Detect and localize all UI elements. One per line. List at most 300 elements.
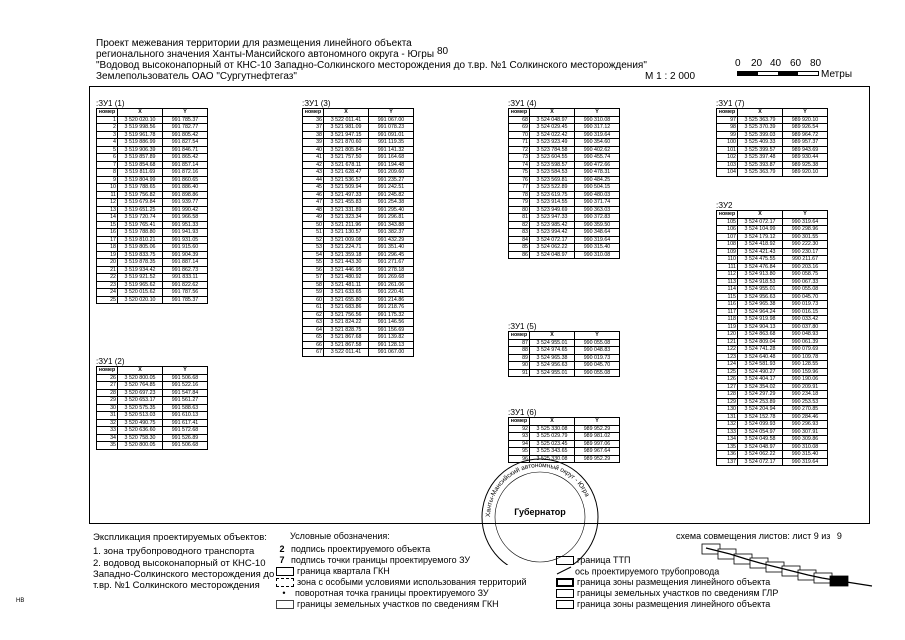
table-row bbox=[509, 433, 620, 441]
table-row bbox=[509, 199, 620, 207]
table-row bbox=[717, 263, 828, 271]
point-number: 84 bbox=[509, 236, 530, 244]
x-coordinate: 3 524 809.04 bbox=[738, 338, 783, 346]
x-coordinate: 3 524 029.45 bbox=[530, 124, 575, 132]
legend-row-point-label bbox=[276, 555, 470, 566]
legend-row-object-label bbox=[276, 544, 430, 555]
point-number: 40 bbox=[303, 146, 324, 154]
x-coordinate: 3 519 854.68 bbox=[118, 161, 163, 169]
x-coordinate: 3 520 800.05 bbox=[118, 442, 163, 450]
table-title: :ЗУ1 (5) bbox=[508, 322, 537, 331]
point-number: 28 bbox=[97, 389, 118, 397]
table-title: :ЗУ2 bbox=[716, 201, 733, 210]
point-number: 103 bbox=[717, 161, 738, 169]
coordinates-table bbox=[716, 108, 828, 177]
legend-title: Условные обозначения: bbox=[290, 531, 390, 541]
point-number: 64 bbox=[303, 326, 324, 334]
point-number: 54 bbox=[303, 251, 324, 259]
x-coordinate: 3 525 023.45 bbox=[530, 440, 575, 448]
y-coordinate: 991 296.45 bbox=[369, 251, 414, 259]
point-number: 8 bbox=[97, 169, 118, 177]
y-coordinate: 991 939.77 bbox=[163, 199, 208, 207]
table-row bbox=[303, 266, 414, 274]
point-number: 12 bbox=[97, 199, 118, 207]
point-number: 96 bbox=[509, 455, 530, 463]
y-coordinate: 990 234.18 bbox=[783, 391, 828, 399]
y-coordinate: 990 253.53 bbox=[783, 398, 828, 406]
x-coordinate: 3 524 956.63 bbox=[738, 293, 783, 301]
coordinates-table bbox=[96, 366, 208, 450]
point-number: 82 bbox=[509, 221, 530, 229]
x-coordinate: 3 524 863.68 bbox=[738, 331, 783, 339]
y-coordinate: 991 091.01 bbox=[369, 131, 414, 139]
legend-label: ось проектируемого трубопровода bbox=[575, 566, 720, 577]
table-row bbox=[303, 116, 414, 124]
table-row bbox=[717, 278, 828, 286]
point-number: 104 bbox=[717, 169, 738, 177]
col-header-x: X bbox=[738, 109, 783, 117]
y-coordinate: 990 203.16 bbox=[783, 263, 828, 271]
x-coordinate: 3 519 756.82 bbox=[118, 191, 163, 199]
point-number: 23 bbox=[97, 281, 118, 289]
point-number: 66 bbox=[303, 341, 324, 349]
y-coordinate: 991 432.29 bbox=[369, 236, 414, 244]
legend-row-linear-zone-2 bbox=[556, 599, 770, 610]
point-number: 50 bbox=[303, 221, 324, 229]
table-row bbox=[97, 221, 208, 229]
x-coordinate: 3 520 758.30 bbox=[118, 434, 163, 442]
point-number: 72 bbox=[509, 146, 530, 154]
table-row bbox=[97, 412, 208, 420]
x-coordinate: 3 521 481.11 bbox=[324, 281, 369, 289]
x-coordinate: 3 521 870.60 bbox=[324, 139, 369, 147]
x-coordinate: 3 520 575.35 bbox=[118, 404, 163, 412]
x-coordinate: 3 519 906.39 bbox=[118, 146, 163, 154]
table-row bbox=[303, 139, 414, 147]
table-row bbox=[303, 281, 414, 289]
table-header-row bbox=[509, 418, 620, 426]
table-row bbox=[303, 289, 414, 297]
legend-ttp-boundary-icon bbox=[556, 556, 574, 565]
legend-label: зона с особыми условиями использования территорий bbox=[297, 577, 527, 587]
x-coordinate: 3 519 857.89 bbox=[118, 154, 163, 162]
point-number: 118 bbox=[717, 316, 738, 324]
point-number: 67 bbox=[303, 349, 324, 357]
point-number: 56 bbox=[303, 266, 324, 274]
y-coordinate: 990 045.70 bbox=[575, 362, 620, 370]
col-header-y: Y bbox=[163, 109, 208, 117]
point-number: 112 bbox=[717, 271, 738, 279]
table-title: :ЗУ1 (1) bbox=[96, 99, 125, 108]
table-row bbox=[97, 274, 208, 282]
table-row bbox=[303, 296, 414, 304]
point-number: 92 bbox=[509, 425, 530, 433]
point-number: 46 bbox=[303, 191, 324, 199]
point-number: 55 bbox=[303, 259, 324, 267]
table-row bbox=[717, 421, 828, 429]
table-row bbox=[509, 161, 620, 169]
scale-bar bbox=[735, 58, 853, 84]
point-number: 47 bbox=[303, 199, 324, 207]
point-number: 61 bbox=[303, 304, 324, 312]
point-number: 26 bbox=[97, 374, 118, 382]
y-coordinate: 990 359.50 bbox=[575, 221, 620, 229]
col-header-number: номер bbox=[717, 109, 738, 117]
y-coordinate: 991 351.40 bbox=[369, 244, 414, 252]
y-coordinate: 990 128.55 bbox=[783, 361, 828, 369]
x-coordinate: 3 520 653.17 bbox=[118, 397, 163, 405]
y-coordinate: 991 787.56 bbox=[163, 289, 208, 297]
y-coordinate: 991 146.56 bbox=[369, 319, 414, 327]
col-header-number: номер bbox=[97, 367, 118, 375]
y-coordinate: 991 588.63 bbox=[163, 404, 208, 412]
table-row bbox=[303, 244, 414, 252]
point-number: 114 bbox=[717, 286, 738, 294]
point-number: 86 bbox=[509, 251, 530, 259]
y-coordinate: 991 990.42 bbox=[163, 206, 208, 214]
table-row bbox=[509, 362, 620, 370]
y-coordinate: 991 915.60 bbox=[163, 244, 208, 252]
point-number: 59 bbox=[303, 289, 324, 297]
x-coordinate: 3 521 009.08 bbox=[324, 236, 369, 244]
x-coordinate: 3 524 955.01 bbox=[530, 339, 575, 347]
col-header-x: X bbox=[738, 211, 783, 219]
table-row bbox=[97, 146, 208, 154]
x-coordinate: 3 519 998.56 bbox=[118, 124, 163, 132]
y-coordinate: 990 319.64 bbox=[783, 458, 828, 466]
table-row bbox=[717, 293, 828, 301]
x-coordinate: 3 519 651.25 bbox=[118, 206, 163, 214]
y-coordinate: 991 194.48 bbox=[369, 161, 414, 169]
x-coordinate: 3 525 330.08 bbox=[530, 455, 575, 463]
table-row bbox=[97, 266, 208, 274]
table-row bbox=[97, 404, 208, 412]
point-number: 116 bbox=[717, 301, 738, 309]
y-coordinate: 991 128.13 bbox=[369, 341, 414, 349]
table-row bbox=[717, 286, 828, 294]
table-zu1-5 bbox=[508, 322, 620, 377]
y-coordinate: 990 033.42 bbox=[783, 316, 828, 324]
point-number: 121 bbox=[717, 338, 738, 346]
x-coordinate: 3 520 490.75 bbox=[118, 419, 163, 427]
table-row bbox=[303, 176, 414, 184]
point-number: 4 bbox=[97, 139, 118, 147]
point-number: 3 bbox=[97, 131, 118, 139]
x-coordinate: 3 521 867.68 bbox=[324, 334, 369, 342]
point-number: 39 bbox=[303, 139, 324, 147]
table-row bbox=[509, 191, 620, 199]
y-coordinate: 990 284.46 bbox=[783, 413, 828, 421]
table-row bbox=[303, 124, 414, 132]
table-row bbox=[717, 154, 828, 162]
x-coordinate: 3 521 359.18 bbox=[324, 251, 369, 259]
y-coordinate: 991 805.42 bbox=[163, 131, 208, 139]
x-coordinate: 3 525 399.03 bbox=[738, 131, 783, 139]
y-coordinate: 990 109.78 bbox=[783, 353, 828, 361]
y-coordinate: 991 833.11 bbox=[163, 274, 208, 282]
table-row bbox=[509, 339, 620, 347]
col-header-y: Y bbox=[575, 418, 620, 426]
x-coordinate: 3 519 886.99 bbox=[118, 139, 163, 147]
table-row bbox=[717, 451, 828, 459]
x-coordinate: 3 524 490.27 bbox=[738, 368, 783, 376]
table-row bbox=[717, 353, 828, 361]
table-row bbox=[717, 331, 828, 339]
y-coordinate: 991 887.14 bbox=[163, 259, 208, 267]
x-coordinate: 3 521 628.47 bbox=[324, 169, 369, 177]
y-coordinate: 991 164.68 bbox=[369, 154, 414, 162]
y-coordinate: 990 354.60 bbox=[575, 139, 620, 147]
point-number: 27 bbox=[97, 382, 118, 390]
table-row bbox=[97, 419, 208, 427]
point-number: 11 bbox=[97, 191, 118, 199]
table-title: :ЗУ1 (3) bbox=[302, 99, 331, 108]
table-row bbox=[97, 251, 208, 259]
x-coordinate: 3 519 765.41 bbox=[118, 221, 163, 229]
x-coordinate: 3 520 020.10 bbox=[118, 296, 163, 304]
y-coordinate: 989 943.69 bbox=[783, 146, 828, 154]
table-row bbox=[717, 131, 828, 139]
table-row bbox=[303, 236, 414, 244]
x-coordinate: 3 524 918.53 bbox=[738, 278, 783, 286]
y-coordinate: 991 941.93 bbox=[163, 229, 208, 237]
point-number: 83 bbox=[509, 229, 530, 237]
y-coordinate: 991 951.33 bbox=[163, 221, 208, 229]
sheet-scheme-total: 9 bbox=[836, 531, 842, 541]
point-number: 101 bbox=[717, 146, 738, 154]
y-coordinate: 991 572.68 bbox=[163, 427, 208, 435]
table-row bbox=[303, 349, 414, 357]
table-zu1-4 bbox=[508, 99, 620, 259]
table-row bbox=[717, 241, 828, 249]
y-coordinate: 990 315.40 bbox=[783, 451, 828, 459]
col-header-y: Y bbox=[369, 109, 414, 117]
point-number: 2 bbox=[97, 124, 118, 132]
y-coordinate: 991 966.58 bbox=[163, 214, 208, 222]
table-row bbox=[509, 347, 620, 355]
point-number: 117 bbox=[717, 308, 738, 316]
legend-label: границы земельных участков по сведениям ГЛР bbox=[577, 588, 779, 598]
y-coordinate: 991 271.67 bbox=[369, 259, 414, 267]
point-number: 110 bbox=[717, 256, 738, 264]
x-coordinate: 3 525 029.79 bbox=[530, 433, 575, 441]
y-coordinate: 989 997.06 bbox=[575, 440, 620, 448]
point-number: 14 bbox=[97, 214, 118, 222]
scale-tick-40: 40 bbox=[770, 58, 782, 69]
table-zu1-2 bbox=[96, 357, 208, 450]
y-coordinate: 991 067.00 bbox=[369, 116, 414, 124]
table-title: :ЗУ1 (7) bbox=[716, 99, 745, 108]
point-number: 98 bbox=[717, 124, 738, 132]
point-number: 111 bbox=[717, 263, 738, 271]
x-coordinate: 3 521 824.22 bbox=[324, 319, 369, 327]
x-coordinate: 3 520 015.62 bbox=[118, 289, 163, 297]
y-coordinate: 990 298.96 bbox=[783, 226, 828, 234]
y-coordinate: 990 371.74 bbox=[575, 199, 620, 207]
y-coordinate: 990 159.96 bbox=[783, 368, 828, 376]
legend-row-gkn-parcels bbox=[276, 599, 499, 610]
point-number: 31 bbox=[97, 412, 118, 420]
y-coordinate: 990 019.73 bbox=[575, 354, 620, 362]
x-coordinate: 3 524 072.17 bbox=[738, 458, 783, 466]
col-header-number: номер bbox=[97, 109, 118, 117]
y-coordinate: 990 372.83 bbox=[575, 214, 620, 222]
y-coordinate: 991 846.71 bbox=[163, 146, 208, 154]
x-coordinate: 3 523 598.57 bbox=[530, 161, 575, 169]
table-header-row bbox=[509, 109, 620, 117]
table-row bbox=[509, 184, 620, 192]
col-header-number: номер bbox=[303, 109, 324, 117]
y-coordinate: 991 343.88 bbox=[369, 221, 414, 229]
x-coordinate: 3 524 048.97 bbox=[530, 116, 575, 124]
point-number: 70 bbox=[509, 131, 530, 139]
point-number: 17 bbox=[97, 236, 118, 244]
x-coordinate: 3 525 399.57 bbox=[738, 146, 783, 154]
table-row bbox=[303, 259, 414, 267]
y-coordinate: 990 067.33 bbox=[783, 278, 828, 286]
x-coordinate: 3 525 330.08 bbox=[530, 425, 575, 433]
table-row bbox=[509, 251, 620, 259]
footer-mark: НВ bbox=[16, 598, 25, 604]
x-coordinate: 3 521 683.86 bbox=[324, 304, 369, 312]
point-number: 137 bbox=[717, 458, 738, 466]
point-number: 22 bbox=[97, 274, 118, 282]
y-coordinate: 991 898.86 bbox=[163, 191, 208, 199]
table-row bbox=[303, 131, 414, 139]
table-row bbox=[509, 354, 620, 362]
point-number: 128 bbox=[717, 391, 738, 399]
table-row bbox=[97, 176, 208, 184]
x-coordinate: 3 520 020.10 bbox=[118, 116, 163, 124]
point-number: 13 bbox=[97, 206, 118, 214]
point-number: 106 bbox=[717, 226, 738, 234]
table-row bbox=[97, 244, 208, 252]
point-number: 51 bbox=[303, 229, 324, 237]
x-coordinate: 3 521 480.92 bbox=[324, 274, 369, 282]
table-row bbox=[303, 146, 414, 154]
table-row bbox=[303, 206, 414, 214]
table-row bbox=[717, 338, 828, 346]
legend-label: подпись точки границы проектируемого ЗУ bbox=[291, 555, 471, 565]
x-coordinate: 3 523 784.58 bbox=[530, 146, 575, 154]
x-coordinate: 3 519 679.84 bbox=[118, 199, 163, 207]
point-number: 10 bbox=[97, 184, 118, 192]
y-coordinate: 991 245.82 bbox=[369, 191, 414, 199]
y-coordinate: 991 382.37 bbox=[369, 229, 414, 237]
point-number: 127 bbox=[717, 383, 738, 391]
page-number: 80 bbox=[437, 46, 449, 57]
x-coordinate: 3 524 179.12 bbox=[738, 233, 783, 241]
x-coordinate: 3 521 130.57 bbox=[324, 229, 369, 237]
explication-title: Экспликация проектируемых объектов: bbox=[93, 532, 267, 543]
y-coordinate: 990 209.91 bbox=[783, 383, 828, 391]
col-header-y: Y bbox=[163, 367, 208, 375]
x-coordinate: 3 521 446.95 bbox=[324, 266, 369, 274]
y-coordinate: 989 957.37 bbox=[783, 139, 828, 147]
y-coordinate: 990 455.74 bbox=[575, 154, 620, 162]
x-coordinate: 3 520 764.85 bbox=[118, 382, 163, 390]
point-number: 5 bbox=[97, 146, 118, 154]
y-coordinate: 991 269.68 bbox=[369, 274, 414, 282]
point-number: 30 bbox=[97, 404, 118, 412]
x-coordinate: 3 522 011.41 bbox=[324, 116, 369, 124]
table-row bbox=[717, 301, 828, 309]
x-coordinate: 3 519 788.65 bbox=[118, 184, 163, 192]
y-coordinate: 991 547.84 bbox=[163, 389, 208, 397]
y-coordinate: 990 230.17 bbox=[783, 248, 828, 256]
coordinates-table bbox=[716, 210, 828, 466]
scale-tick-0: 0 bbox=[735, 58, 741, 69]
table-title: :ЗУ1 (2) bbox=[96, 357, 125, 366]
table-row bbox=[717, 161, 828, 169]
table-row bbox=[97, 124, 208, 132]
legend-row-turning-point bbox=[276, 588, 489, 599]
y-coordinate: 991 242.51 bbox=[369, 184, 414, 192]
y-coordinate: 990 317.12 bbox=[575, 124, 620, 132]
y-coordinate: 991 506.68 bbox=[163, 374, 208, 382]
table-row bbox=[509, 236, 620, 244]
point-number: 125 bbox=[717, 368, 738, 376]
table-row bbox=[97, 169, 208, 177]
x-coordinate: 3 523 522.89 bbox=[530, 184, 575, 192]
y-coordinate: 991 872.16 bbox=[163, 169, 208, 177]
x-coordinate: 3 524 913.80 bbox=[738, 271, 783, 279]
x-coordinate: 3 523 994.42 bbox=[530, 229, 575, 237]
y-coordinate: 989 981.02 bbox=[575, 433, 620, 441]
table-row bbox=[303, 229, 414, 237]
scale-unit: Метры bbox=[821, 69, 853, 80]
point-number: 15 bbox=[97, 221, 118, 229]
x-coordinate: 3 519 833.75 bbox=[118, 251, 163, 259]
point-number: 126 bbox=[717, 376, 738, 384]
y-coordinate: 990 315.40 bbox=[575, 244, 620, 252]
table-row bbox=[717, 413, 828, 421]
table-row bbox=[97, 199, 208, 207]
header-line3: "Водовод высоконапорный от КНС-10 Западно-Солкинского месторождения до т.вр. №1 Солкинского месторождения" bbox=[96, 60, 647, 71]
point-number: 62 bbox=[303, 311, 324, 319]
x-coordinate: 3 525 409.33 bbox=[738, 139, 783, 147]
point-number: 18 bbox=[97, 244, 118, 252]
col-header-y: Y bbox=[575, 109, 620, 117]
y-coordinate: 990 019.73 bbox=[783, 301, 828, 309]
y-coordinate: 991 295.40 bbox=[369, 206, 414, 214]
x-coordinate: 3 519 720.74 bbox=[118, 214, 163, 222]
legend-point-icon: • bbox=[282, 588, 286, 599]
x-coordinate: 3 524 204.94 bbox=[738, 406, 783, 414]
x-coordinate: 3 519 961.78 bbox=[118, 131, 163, 139]
point-number: 9 bbox=[97, 176, 118, 184]
col-header-x: X bbox=[530, 332, 575, 340]
y-coordinate: 990 055.08 bbox=[575, 339, 620, 347]
y-coordinate: 991 862.73 bbox=[163, 266, 208, 274]
scale-bar-graphic bbox=[737, 71, 819, 76]
table-row bbox=[717, 368, 828, 376]
table-row bbox=[509, 448, 620, 456]
y-coordinate: 990 058.75 bbox=[783, 271, 828, 279]
table-row bbox=[97, 389, 208, 397]
table-row bbox=[303, 334, 414, 342]
sheet-2 bbox=[718, 549, 736, 559]
table-row bbox=[509, 124, 620, 132]
col-header-number: номер bbox=[509, 109, 530, 117]
point-number: 105 bbox=[717, 218, 738, 226]
y-coordinate: 990 048.83 bbox=[575, 347, 620, 355]
table-row bbox=[509, 169, 620, 177]
point-number: 113 bbox=[717, 278, 738, 286]
y-coordinate: 990 307.91 bbox=[783, 428, 828, 436]
x-coordinate: 3 525 370.39 bbox=[738, 124, 783, 132]
y-coordinate: 990 048.93 bbox=[783, 331, 828, 339]
